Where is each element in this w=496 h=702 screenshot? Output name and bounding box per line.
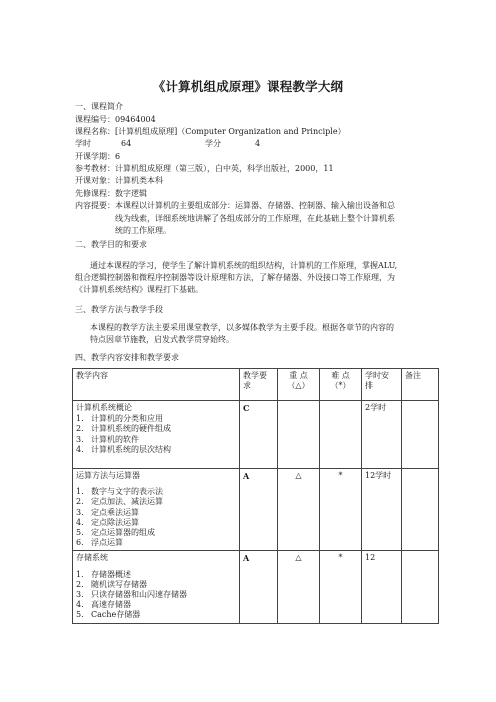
goals-paragraph-line-3: 《计算机系统结构》课程打下基础。 [75,285,203,294]
key-point-cell [278,401,320,469]
list-item: 6. 浮点运算 [76,538,123,548]
summary-text-1: 本课程以计算机的主要组成部分：运算器、存储器、控制器、输入输出设备和总 [115,201,395,210]
list-item: 4. 定点除法运算 [76,517,139,527]
requirement-cell: A [240,551,278,623]
course-code-line [75,115,156,125]
hours-cell: 12学时 [362,469,402,551]
hours-cell: 12 [362,551,402,623]
methods-paragraph-line-1: 本课程的教学方法主要采用课堂教学，以多媒体教学为主要手段。根据各章节的内容的 [90,323,394,332]
table-row [73,469,439,551]
note-cell [402,401,439,469]
topic-title: 运算方法与运算器 [76,471,140,480]
difficulty-cell: * [320,551,362,623]
subtopic-list [76,414,236,455]
hours-credits-line [75,139,295,149]
list-item: 3. 计算机的软件 [76,434,139,444]
table-header-row [73,369,439,401]
course-code-label: 课程编号： [75,115,115,124]
header-requirement: 教学要 求 [240,369,278,401]
textbook-label: 参考教材： [75,164,115,173]
list-item: 2. 随机读写存储器 [76,579,147,589]
topic-title: 计算机系统概论 [76,403,132,412]
course-name-line [75,127,346,137]
list-item: 3. 定点乘法运算 [76,507,139,517]
document-title: 《计算机组成原理》课程教学大纲 [152,79,344,94]
teaching-content-table [72,368,439,624]
summary-line-1 [75,201,395,211]
subtopic-list [76,487,236,548]
difficulty-cell [320,401,362,469]
list-item: 4. 计算机系统的层次结构 [76,444,171,454]
audience-label: 开课对象： [75,176,115,185]
content-cell [73,401,240,469]
course-name-value: [计算机组成原理]（Computer Organization and Principle） [115,127,346,136]
header-key-point: 重 点 （△） [278,369,320,401]
list-item: 1. 计算机的分类和应用 [76,414,163,424]
key-point-cell: △ [278,551,320,623]
semester-value: 6 [115,152,121,161]
list-item: 1. 数字与文字的表示法 [76,487,163,497]
textbook-value: 计算机组成原理（第三版），白中英，科学出版社，2000，11 [115,164,334,173]
summary-line-2: 线为线索，详细系统地讲解了各组成部分的工作原理，在此基础上整个计算机系 [115,214,395,223]
list-item: 5. Cache存储器 [76,610,141,620]
methods-paragraph-line-2: 特点因章节施教，启发式教学贯穿始终。 [90,335,234,344]
list-item: 1. 存储器概述 [76,569,131,579]
summary-label: 内容提要： [75,201,115,210]
prereq-line [75,189,147,199]
credits-label: 学分 [205,139,221,148]
difficulty-cell: * [320,469,362,551]
section-heading-goals: 二、教学目的和要求 [75,240,147,249]
note-cell [402,551,439,623]
audience-value: 计算机类本科 [115,176,163,185]
section-heading-intro: 一、课程简介 [75,102,123,111]
goals-paragraph-line-2: 组合逻辑控制器和微程序控制器等设计原理和方法，了解存储器、外设接口等工作原理，为 [75,273,395,282]
section-heading-content: 四、教学内容安排和教学要求 [75,353,179,362]
list-item: 5. 定点运算器的组成 [76,528,155,538]
textbook-line [75,164,334,174]
header-hours: 学时安 排 [362,369,402,401]
header-content: 教学内容 [73,369,240,401]
content-cell [73,469,240,551]
semester-label: 开课学期： [75,152,115,161]
credits-value: 4 [255,139,261,148]
course-code-value: 09464004 [115,115,156,124]
header-difficulty: 难 点 （*） [320,369,362,401]
requirement-cell: C [240,401,278,469]
header-note: 备注 [402,369,439,401]
table-row [73,551,439,623]
key-point-cell: △ [278,469,320,551]
topic-title: 存储系统 [76,553,108,563]
list-item: 2. 定点加法、减法运算 [76,497,163,507]
note-cell [402,469,439,551]
audience-line [75,176,163,186]
section-heading-methods: 三、教学方法与教学手段 [75,305,163,314]
table-row [73,401,439,469]
list-item: 4. 高速存储器 [76,600,131,610]
hours-value: 64 [121,139,132,148]
prereq-label: 先修课程： [75,189,115,198]
hours-cell: 2学时 [362,401,402,469]
list-item: 2. 计算机系统的硬件组成 [76,424,171,434]
semester-line [75,152,120,162]
content-cell [73,551,240,623]
goals-paragraph-line-1: 通过本课程的学习，使学生了解计算机系统的组织结构，计算机的工作原理，掌握ALU, [90,261,398,270]
hours-label: 学时 [75,139,91,148]
subtopic-list [76,570,236,621]
course-name-label: 课程名称： [75,127,115,136]
summary-line-3: 统的工作原理。 [115,226,171,235]
requirement-cell: A [240,469,278,551]
list-item: 3. 只读存储器和山闪速存储器 [76,590,187,600]
prereq-value: 数字逻辑 [115,189,147,198]
